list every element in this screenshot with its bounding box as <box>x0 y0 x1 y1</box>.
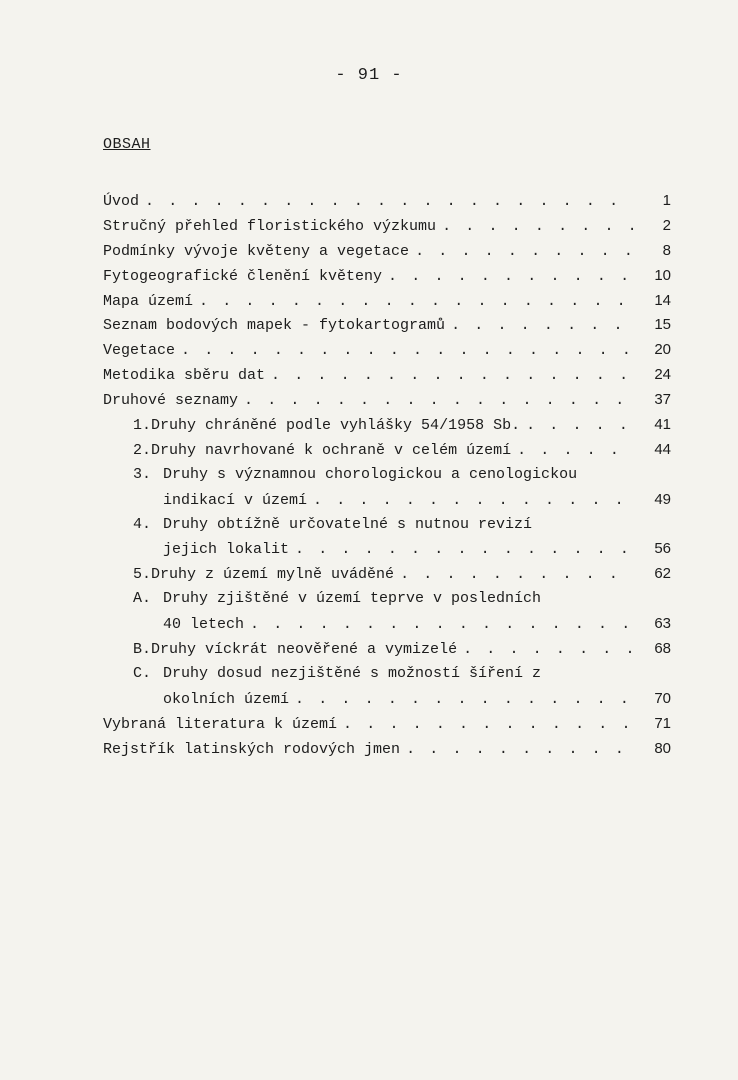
leader-dots <box>415 243 633 260</box>
toc-label: Fytogeografické členění květeny <box>103 267 383 285</box>
toc-page: 49 <box>654 490 671 508</box>
toc-label: Metodika sběru dat <box>103 367 266 385</box>
toc-label: Druhy víckrát neověřené a vymizelé <box>151 641 458 659</box>
toc-row <box>103 192 671 217</box>
leader-dots <box>406 741 633 758</box>
leader-dots <box>442 218 633 235</box>
toc-label: Stručný přehled floristického výzkumu <box>103 217 437 235</box>
toc-row <box>103 366 671 391</box>
leader-dots <box>517 442 633 459</box>
toc-label: Rejstřík latinských rodových jmen <box>103 740 401 758</box>
toc-row <box>103 391 671 416</box>
toc-row <box>103 441 671 466</box>
toc-page: 80 <box>654 739 671 757</box>
leader-dots <box>388 268 633 285</box>
toc-label: Druhy dosud nezjištěné s možností šíření z <box>163 664 542 682</box>
leader-dots <box>526 417 633 434</box>
toc-number: 3. <box>133 465 152 483</box>
toc-row <box>103 590 671 615</box>
toc-label: Vegetace <box>103 342 176 360</box>
toc-row <box>103 665 671 690</box>
toc-page: 14 <box>654 291 671 309</box>
toc-page: 2 <box>662 216 671 234</box>
toc-row <box>103 565 671 590</box>
toc-label: Druhy zjištěné v území teprve v posledních <box>163 590 542 608</box>
toc-page: 70 <box>654 689 671 707</box>
toc-page: 37 <box>654 391 671 409</box>
toc-label: Podmínky vývoje květeny a vegetace <box>103 242 410 260</box>
leader-dots <box>313 492 633 509</box>
toc-label: Druhy s významnou chorologickou a cenologickou <box>163 465 578 483</box>
toc-row <box>103 416 671 441</box>
leader-dots <box>199 293 633 310</box>
toc-page: 41 <box>654 416 671 434</box>
leader-dots <box>244 392 633 409</box>
toc-label: Úvod <box>103 193 140 210</box>
toc-row <box>103 267 671 292</box>
toc-label: Seznam bodových mapek - fytokartogramů <box>103 317 446 335</box>
toc-page: 1 <box>662 192 671 209</box>
toc-row <box>103 740 671 765</box>
toc-label: 40 letech <box>163 616 245 634</box>
toc-label: Druhy chráněné podle vyhlášky 54/1958 Sb. <box>151 417 521 435</box>
leader-dots <box>145 193 633 210</box>
toc-page: 24 <box>654 366 671 384</box>
toc-number: 1. <box>133 417 152 435</box>
toc-page: 15 <box>654 316 671 334</box>
toc-row <box>103 540 671 565</box>
leader-dots <box>451 317 633 334</box>
toc-row <box>103 341 671 366</box>
contents-heading: OBSAH <box>103 136 151 153</box>
toc-number: C. <box>133 664 152 682</box>
leader-dots <box>463 641 633 658</box>
leader-dots <box>271 367 633 384</box>
toc-number: 2. <box>133 441 152 459</box>
toc-page: 8 <box>662 241 671 259</box>
leader-dots <box>295 691 633 708</box>
toc-page: 20 <box>654 341 671 359</box>
toc-page: 44 <box>654 440 671 458</box>
toc-label: Druhy z území mylně uváděné <box>151 566 395 584</box>
toc-row <box>103 615 671 640</box>
table-of-contents <box>103 192 671 764</box>
toc-page: 62 <box>654 565 671 583</box>
toc-page: 68 <box>654 640 671 658</box>
toc-row <box>103 516 671 541</box>
leader-dots <box>343 716 633 733</box>
toc-row <box>103 242 671 267</box>
toc-row <box>103 715 671 740</box>
toc-number: A. <box>133 590 152 608</box>
toc-number: 4. <box>133 515 152 533</box>
toc-row <box>103 640 671 665</box>
toc-label: Druhy obtížně určovatelné s nutnou revizí <box>163 515 533 533</box>
toc-label: Druhové seznamy <box>103 392 239 410</box>
toc-row <box>103 466 671 491</box>
leader-dots <box>295 541 633 558</box>
leader-dots <box>250 616 633 633</box>
toc-page: 56 <box>654 540 671 558</box>
toc-page: 71 <box>654 714 671 732</box>
toc-number: 5. <box>133 566 152 584</box>
toc-row <box>103 491 671 516</box>
toc-label: Mapa území <box>103 292 194 310</box>
toc-row <box>103 217 671 242</box>
toc-label: Vybraná literatura k území <box>103 715 338 733</box>
page-number: - 91 - <box>335 66 403 85</box>
toc-page: 63 <box>654 615 671 633</box>
toc-label: jejich lokalit <box>163 541 290 559</box>
toc-row <box>103 690 671 715</box>
toc-page: 10 <box>654 266 671 284</box>
toc-row <box>103 292 671 317</box>
toc-row <box>103 316 671 341</box>
toc-label: Druhy navrhované k ochraně v celém území <box>151 441 512 459</box>
leader-dots <box>400 566 633 583</box>
leader-dots <box>181 342 633 359</box>
toc-label: indikací v území <box>163 491 308 509</box>
toc-number: B. <box>133 641 152 659</box>
toc-label: okolních území <box>163 690 290 708</box>
